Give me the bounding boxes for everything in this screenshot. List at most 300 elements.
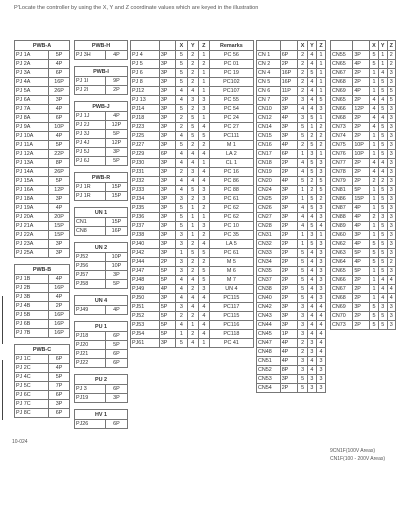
table-cell: 2P [353, 312, 370, 321]
table-cell: 4 [387, 276, 395, 285]
table-cell: CN12 [257, 114, 281, 123]
table-cell: 5 [378, 321, 387, 330]
group-header-row [75, 102, 128, 112]
table-cell: CN38 [257, 285, 281, 294]
table-row [257, 231, 326, 240]
table-row [15, 150, 70, 159]
table-cell: 3P [49, 96, 70, 105]
table-cell: 5 [298, 123, 307, 132]
table-row [257, 276, 326, 285]
spacer-row [75, 60, 128, 67]
table-cell: Y [307, 41, 316, 51]
table-cell: 4 [176, 96, 187, 105]
table-cell: 4 [187, 303, 198, 312]
table-cell: 3 [387, 132, 395, 141]
table-cell: 2 [187, 312, 198, 321]
table-cell: 5P [159, 276, 175, 285]
table-cell: 1 [370, 150, 379, 159]
table-cell: CN68 [331, 114, 353, 123]
table-cell: PJ48 [131, 276, 160, 285]
table-cell: 3 [298, 357, 307, 366]
table-cell: 4 [370, 159, 379, 168]
table-cell: 1 [298, 231, 307, 240]
table-row [131, 321, 254, 330]
table-cell: PJ37 [131, 222, 160, 231]
table-cell: PC107 [209, 87, 253, 96]
table-row [15, 60, 70, 69]
table-cell: 5 [378, 105, 387, 114]
table-cell: 2 [198, 258, 209, 267]
table-cell: Z [317, 41, 326, 51]
table-cell: CN78 [331, 168, 353, 177]
table-cell: PJ 1A [15, 51, 49, 60]
table-cell: CN45 [257, 330, 281, 339]
table-cell: CN87 [331, 204, 353, 213]
table-cell: CN65 [331, 96, 353, 105]
table-cell: 8P [49, 159, 70, 168]
table-cell: 1 [370, 231, 379, 240]
table-cell: PC115 [209, 294, 253, 303]
table-row [331, 51, 396, 60]
table-cell: 3P [280, 312, 298, 321]
table-cell: 3P [159, 222, 175, 231]
table-cell: 4 [317, 330, 326, 339]
table-cell: 2 [307, 186, 316, 195]
table-cell: PJ 21A [15, 222, 49, 231]
table-cell: CN68 [331, 78, 353, 87]
table-cell: 6P [49, 409, 70, 418]
table-cell: M 1 [209, 141, 253, 150]
table-cell: 4 [378, 285, 387, 294]
table-row [257, 222, 326, 231]
table-cell: 3 [176, 240, 187, 249]
table-cell: 2 [187, 285, 198, 294]
table-cell: PC 01 [209, 60, 253, 69]
table-row [331, 204, 396, 213]
table-cell: CN79 [331, 177, 353, 186]
table-cell: PJ 11A [15, 141, 49, 150]
table-cell: 5P [105, 157, 127, 166]
table-cell: PC 10 [209, 222, 253, 231]
table-cell: 3 [317, 384, 326, 393]
group-header: UN 2 [75, 243, 128, 253]
table-cell: 4 [307, 213, 316, 222]
table-cell: PJ36 [131, 213, 160, 222]
table-cell: 3P [280, 375, 298, 384]
table-cell: PJ61 [131, 339, 160, 348]
table-cell: PJ18 [131, 114, 160, 123]
group-header-row [15, 265, 70, 275]
table-cell: CN65 [331, 267, 353, 276]
table-cell: 4 [298, 159, 307, 168]
table-cell: 2 [187, 267, 198, 276]
connector-table-cn-coordinates [256, 40, 326, 393]
table-cell: CN88 [331, 213, 353, 222]
table-cell: CN69 [331, 303, 353, 312]
table-cell: 5 [176, 60, 187, 69]
table-row [131, 132, 254, 141]
table-cell: 2P [353, 96, 370, 105]
table-cell: 4 [307, 285, 316, 294]
table-cell: 3P [353, 303, 370, 312]
table-cell: 2 [387, 51, 395, 60]
table-cell: PJ22 [75, 359, 106, 368]
table-cell: PJ 7A [15, 105, 49, 114]
table-cell: LA 2 [209, 150, 253, 159]
table-cell: PJ 5B [15, 311, 49, 320]
table-row [331, 249, 396, 258]
table-cell: 5 [378, 258, 387, 267]
table-cell: 5P [159, 312, 175, 321]
table-cell: 4 [298, 168, 307, 177]
table-cell: 1 [317, 78, 326, 87]
table-cell: 5 [370, 51, 379, 60]
table-cell: 3P [159, 186, 175, 195]
table-cell: 2 [176, 168, 187, 177]
table-row [131, 60, 254, 69]
table-cell: 3 [387, 195, 395, 204]
table-cell: 2P [353, 276, 370, 285]
table-cell: 10P [105, 262, 127, 271]
table-cell: 10P [353, 150, 370, 159]
table-row [15, 409, 70, 418]
table-row [75, 121, 128, 130]
table-cell: 2P [105, 86, 127, 95]
table-cell: 5 [317, 186, 326, 195]
table-cell: 4P [353, 222, 370, 231]
table-cell: 3P [159, 249, 175, 258]
table-row [15, 355, 70, 364]
table-row [257, 87, 326, 96]
table-cell: PJ 14A [15, 168, 49, 177]
table-cell: 1 [187, 213, 198, 222]
table-cell: 4 [370, 105, 379, 114]
table-row [15, 400, 70, 409]
table-row [257, 258, 326, 267]
table-cell: CN66 [331, 276, 353, 285]
table-cell: 1 [370, 285, 379, 294]
table-cell: 4P [105, 51, 127, 60]
table-row [131, 240, 254, 249]
table-cell: 5 [176, 69, 187, 78]
table-cell: X [176, 41, 187, 51]
table-row [257, 150, 326, 159]
table-cell: 5 [378, 249, 387, 258]
table-cell: 2 [298, 69, 307, 78]
table-cell: 22P [49, 150, 70, 159]
table-cell: 1 [298, 186, 307, 195]
table-cell: PC 62 [209, 204, 253, 213]
table-cell: 2 [298, 339, 307, 348]
table-cell: 5 [298, 249, 307, 258]
table-row [257, 105, 326, 114]
table-row [131, 78, 254, 87]
table-cell: PC 61 [209, 249, 253, 258]
table-row [15, 293, 70, 302]
table-row [257, 366, 326, 375]
table-row [15, 204, 70, 213]
table-cell: CN28 [257, 222, 281, 231]
table-cell: Z [198, 41, 209, 51]
table-cell: 1 [198, 114, 209, 123]
table-cell: 5 [307, 114, 316, 123]
table-cell: 5 [378, 222, 387, 231]
table-cell: 5 [378, 132, 387, 141]
table-cell: PJ 18A [15, 195, 49, 204]
table-cell: 5 [378, 231, 387, 240]
table-cell: 1 [198, 339, 209, 348]
table-cell: 4 [176, 177, 187, 186]
table-cell: 1 [198, 78, 209, 87]
table-row [331, 78, 396, 87]
table-cell: 2 [378, 177, 387, 186]
table-cell: CN62 [331, 240, 353, 249]
table-cell: 5 [370, 60, 379, 69]
table-cell: 2 [198, 60, 209, 69]
table-cell: 5 [307, 69, 316, 78]
table-cell: CN63 [331, 249, 353, 258]
table-row [257, 114, 326, 123]
table-cell: 3 [387, 69, 395, 78]
table-cell: PC 54 [209, 105, 253, 114]
table-cell: CN 1 [257, 51, 281, 60]
table-cell: CN8 [75, 227, 106, 236]
table-cell: PJ 23A [15, 240, 49, 249]
table-cell: 3 [307, 231, 316, 240]
table-cell: 2 [298, 60, 307, 69]
table-cell: 4 [370, 114, 379, 123]
table-cell: 5 [198, 276, 209, 285]
table-cell: PJ 6C [15, 391, 49, 400]
table-cell: 6P [105, 385, 127, 394]
table-cell: PJ31 [131, 168, 160, 177]
table-row [15, 249, 70, 258]
table-cell: 2P [49, 302, 70, 311]
table-row [257, 51, 326, 60]
table-cell: 1 [176, 330, 187, 339]
table-row [131, 303, 254, 312]
spacer-row [15, 258, 70, 265]
table-cell: 4P [49, 204, 70, 213]
table-cell: CN18 [257, 159, 281, 168]
table-cell: 2P [280, 249, 298, 258]
table-cell: 3P [353, 231, 370, 240]
table-cell: PC 35 [209, 231, 253, 240]
table-cell: 1 [317, 69, 326, 78]
table-cell: 5 [298, 267, 307, 276]
table-row [331, 159, 396, 168]
table-cell: 5 [378, 141, 387, 150]
table-row [75, 306, 128, 315]
spacer-row [15, 338, 70, 345]
table-cell: 5 [378, 78, 387, 87]
table-cell: PJ 1J [75, 112, 106, 121]
table-cell: 5 [298, 294, 307, 303]
table-cell: PJ52 [75, 253, 106, 262]
table-cell: 3 [198, 285, 209, 294]
table-cell: CN20 [257, 177, 281, 186]
table-row [75, 51, 128, 60]
table-cell: 2P [280, 294, 298, 303]
table-cell: 3 [198, 222, 209, 231]
table-cell: 16P [49, 329, 70, 338]
spacer-row [75, 95, 128, 102]
table-row [15, 329, 70, 338]
table-cell: 5 [370, 240, 379, 249]
table-cell: 3P [49, 195, 70, 204]
table-row [257, 330, 326, 339]
table-row [131, 294, 254, 303]
table-cell: 1 [198, 87, 209, 96]
table-cell: 1 [187, 231, 198, 240]
table-row [131, 258, 254, 267]
table-row [131, 51, 254, 60]
table-row [75, 271, 128, 280]
table-cell: 4 [307, 87, 316, 96]
table-cell: 3 [317, 294, 326, 303]
table-cell: 3P [353, 51, 370, 60]
table-cell: 1 [378, 60, 387, 69]
table-cell [353, 41, 370, 51]
table-row [15, 373, 70, 382]
table-cell: 4 [307, 249, 316, 258]
table-cell: PC 61 [209, 195, 253, 204]
table-row [15, 177, 70, 186]
table-cell: 4 [198, 123, 209, 132]
table-cell: 3P [49, 249, 70, 258]
table-row [331, 105, 396, 114]
table-cell: 2P [353, 285, 370, 294]
table-cell: 26P [49, 87, 70, 96]
table-row [15, 141, 70, 150]
table-row [331, 141, 396, 150]
table-row [331, 285, 396, 294]
table-cell: CN 7 [257, 96, 281, 105]
table-row [131, 204, 254, 213]
table-cell: 1 [317, 231, 326, 240]
table-cell: 12P [353, 105, 370, 114]
table-cell: CN26 [257, 204, 281, 213]
table-cell: PJ40 [131, 240, 160, 249]
table-row [131, 123, 254, 132]
header-row [131, 41, 254, 51]
table-cell: 3P [159, 96, 175, 105]
table-row [75, 183, 128, 192]
table-cell: 3P [159, 339, 175, 348]
table-cell: PJ 6B [15, 320, 49, 329]
table-row [15, 159, 70, 168]
table-row [131, 285, 254, 294]
group-header: PWB-A [15, 41, 70, 51]
table-cell: 3 [198, 186, 209, 195]
table-cell: CN74 [331, 132, 353, 141]
table-cell: M 6 [209, 267, 253, 276]
area-note-1: 9CN1F(100V Areas) [330, 448, 376, 454]
table-cell: 3P [280, 321, 298, 330]
header-row [257, 41, 326, 51]
spacer-row [75, 368, 128, 375]
table-row [15, 96, 70, 105]
table-row [15, 105, 70, 114]
table-row [15, 302, 70, 311]
table-cell: 1 [176, 249, 187, 258]
table-row [15, 391, 70, 400]
table-cell: 4 [176, 285, 187, 294]
table-cell: 4 [378, 168, 387, 177]
table-cell: PJ38 [131, 231, 160, 240]
table-cell: PJ 3A [15, 69, 49, 78]
table-cell [331, 41, 353, 51]
table-row [257, 375, 326, 384]
table-row [331, 168, 396, 177]
table-row [257, 60, 326, 69]
table-cell: 3 [176, 258, 187, 267]
table-cell: 5 [176, 204, 187, 213]
table-cell: LA 5 [209, 240, 253, 249]
table-cell: 3P [280, 204, 298, 213]
table-cell: 10P [353, 141, 370, 150]
table-cell: CN51 [257, 357, 281, 366]
table-cell: PJ 2A [15, 60, 49, 69]
table-cell: 3 [387, 240, 395, 249]
table-cell: 4 [176, 276, 187, 285]
table-cell: 5 [370, 249, 379, 258]
table-cell: 3P [105, 271, 127, 280]
table-cell: 2P [280, 258, 298, 267]
table-row [257, 141, 326, 150]
table-row [331, 150, 396, 159]
table-row [15, 320, 70, 329]
table-cell: 3 [387, 150, 395, 159]
table-row [257, 285, 326, 294]
table-cell: 4P [280, 141, 298, 150]
table-cell: 4 [307, 312, 316, 321]
table-cell: PJ42 [131, 249, 160, 258]
table-cell: 3 [307, 339, 316, 348]
table-cell: 4P [280, 177, 298, 186]
table-cell: PJ18 [75, 332, 106, 341]
table-cell: PJ 15A [15, 177, 49, 186]
table-row [75, 218, 128, 227]
table-cell: 2 [187, 240, 198, 249]
table-cell: 5P [105, 280, 127, 289]
table-row [257, 69, 326, 78]
table-cell: CN33 [257, 249, 281, 258]
table-cell: 2 [176, 114, 187, 123]
spacer-row [75, 201, 128, 208]
table-cell: 4 [378, 159, 387, 168]
table-cell: 2P [353, 159, 370, 168]
table-cell: 2P [353, 177, 370, 186]
table-row [131, 114, 254, 123]
table-cell: 1 [317, 51, 326, 60]
table-cell: 3 [298, 96, 307, 105]
table-cell: 3P [280, 123, 298, 132]
table-cell: 3P [280, 303, 298, 312]
table-row [257, 267, 326, 276]
table-cell: PJ 8 [131, 78, 160, 87]
table-cell: PJ 1C [15, 355, 49, 364]
table-row [331, 186, 396, 195]
table-row [131, 150, 254, 159]
table-cell: CN43 [257, 312, 281, 321]
table-cell: PJ 22A [15, 231, 49, 240]
table-row [15, 195, 70, 204]
table-cell: 5 [187, 114, 198, 123]
table-cell: 5 [378, 150, 387, 159]
table-row [75, 385, 128, 394]
table-cell: 1 [370, 186, 379, 195]
